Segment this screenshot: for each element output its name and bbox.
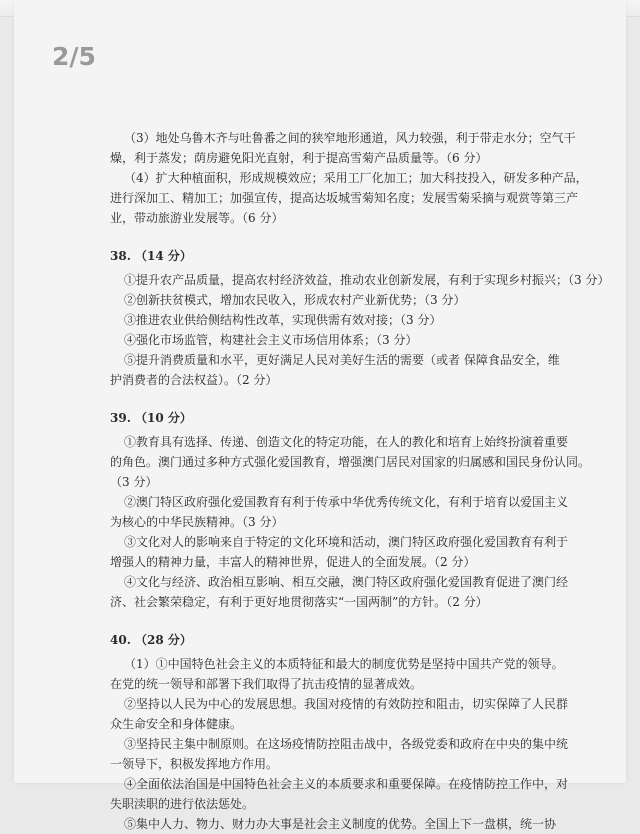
section-38	[110, 246, 610, 390]
section-40	[110, 630, 569, 834]
question-heading: 39. （10 分）	[110, 411, 192, 425]
text-line: 护消费者的合法权益）。（2 分）	[110, 373, 278, 387]
text-line: 燥，利于蒸发；荫房避免阳光直射，利于提高雪菊产品质量等。（6 分）	[110, 151, 488, 165]
text-line: ⑤提升消费质量和水平，更好满足人民对美好生活的需要（或者 保障食品安全，维	[124, 353, 560, 367]
text-line: （3）地处乌鲁木齐与吐鲁番之间的狭窄地形通道，风力较强，利于带走水分；空气干	[124, 131, 576, 145]
text-line: （1）①中国特色社会主义的本质特征和最大的制度优势是坚持中国共产党的领导。	[124, 657, 564, 671]
text-line: ①提升农产品质量，提高农村经济效益，推动农业创新发展，有利于实现乡村振兴；（3 分）	[124, 273, 610, 287]
text-line: 失职渎职的进行依法惩处。	[110, 797, 255, 811]
text-line: ②澳门特区政府强化爱国教育有利于传承中华优秀传统文化，有利于培育以爱国主义	[124, 495, 569, 509]
text-line: ⑤集中人力、物力、财力办大事是社会主义制度的优势。全国上下一盘棋，统一协	[124, 817, 557, 831]
text-line: 在党的统一领导和部署下我们取得了抗击疫情的显著成效。	[110, 677, 423, 691]
text-line: ③坚持民主集中制原则。在这场疫情防控阻击战中，各级党委和政府在中央的集中统	[124, 737, 569, 751]
text-line: （4）扩大种植面积，形成规模效应；采用工厂化加工；加大科技投入，研发多种产品，	[124, 171, 588, 185]
text-line: ③推进农业供给侧结构性改革，实现供需有效对接；（3 分）	[124, 313, 442, 327]
text-line: ①教育具有选择、传递、创造文化的特定功能，在人的教化和培育上始终扮演着重要	[124, 435, 569, 449]
text-line: ④强化市场监管，构建社会主义市场信用体系；（3 分）	[124, 333, 418, 347]
text-line: 进行深加工、精加工；加强宣传，提高达坂城雪菊知名度；发展雪菊采摘与观赏等第三产	[110, 191, 579, 205]
text-line: ②坚持以人民为中心的发展思想。我国对疫情的有效防控和阻击，切实保障了人民群	[124, 697, 569, 711]
question-heading: 38. （14 分）	[110, 249, 192, 263]
text-line: 众生命安全和身体健康。	[110, 717, 243, 731]
text-line: 济、社会繁荣稳定，有利于更好地贯彻落实“一国两制”的方针。（2 分）	[110, 595, 488, 609]
text-line: 业，带动旅游业发展等。（6 分）	[110, 211, 284, 225]
section-39	[110, 408, 591, 612]
document-content	[110, 128, 610, 834]
text-line: ④文化与经济、政治相互影响、相互交融，澳门特区政府强化爱国教育促进了澳门经	[124, 575, 569, 589]
text-line: 为核心的中华民族精神。（3 分）	[110, 515, 284, 529]
text-line: 增强人的精神力量，丰富人的精神世界，促进人的全面发展。（2 分）	[110, 555, 476, 569]
text-line: 一领导下，积极发挥地方作用。	[110, 757, 279, 771]
text-line: （3 分）	[110, 475, 158, 489]
text-line: 的角色。澳门通过多种方式强化爱国教育，增强澳门居民对国家的归属感和国民身份认同。	[110, 455, 591, 469]
section-37	[110, 128, 588, 228]
page-indicator: 2/5	[52, 42, 96, 71]
text-line: ②创新扶贫模式，增加农民收入，形成农村产业新优势；（3 分）	[124, 293, 466, 307]
text-line: ④全面依法治国是中国特色社会主义的本质要求和重要保障。在疫情防控工作中，对	[124, 777, 569, 791]
text-line: ③文化对人的影响来自于特定的文化环境和活动，澳门特区政府强化爱国教育有利于	[124, 535, 569, 549]
question-heading: 40. （28 分）	[110, 633, 192, 647]
